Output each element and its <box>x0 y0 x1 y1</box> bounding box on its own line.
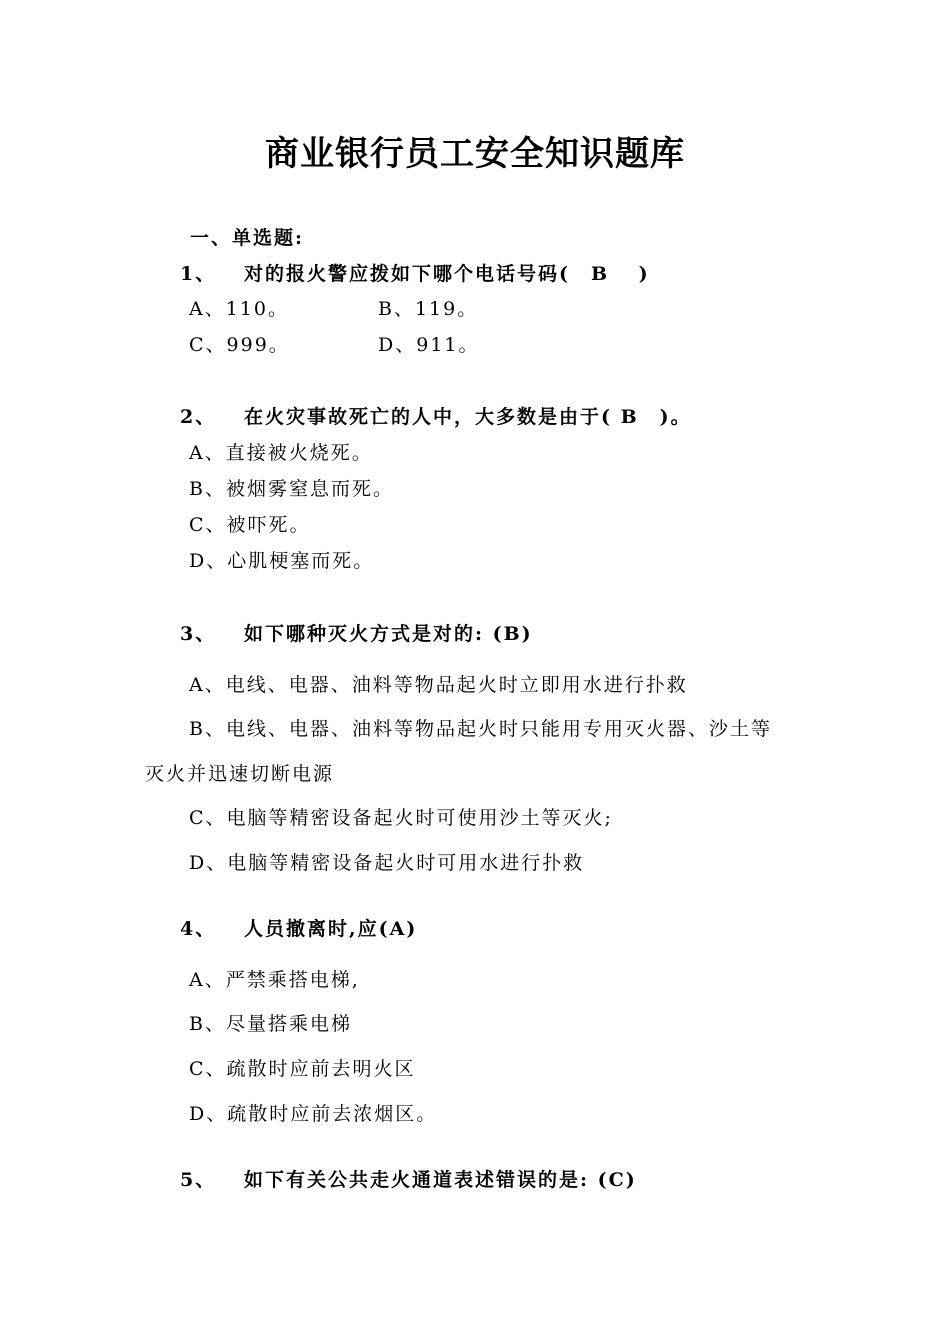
question-1-option-c: C、999。 <box>189 334 290 356</box>
question-1-number: 1、 <box>180 263 217 285</box>
question-4-option-d: D、疏散时应前去浓烟区。 <box>189 1103 438 1125</box>
question-2-option-b: B、被烟雾窒息而死。 <box>189 478 394 500</box>
question-2-text: 在火灾事故死亡的人中，大多数是由于( B )。 <box>244 406 692 428</box>
question-4-text: 人员撤离时,应(A) <box>244 918 418 940</box>
question-2-option-a: A、直接被火烧死。 <box>189 442 373 464</box>
question-4-option-a: A、严禁乘搭电梯, <box>189 969 360 991</box>
question-3-option-a: A、电线、电器、油料等物品起火时立即用水进行扑救 <box>189 674 688 696</box>
question-5-number: 5、 <box>180 1169 217 1191</box>
question-1-option-d: D、911。 <box>378 334 480 356</box>
question-1-option-b: B、119。 <box>378 298 479 320</box>
question-2-option-d: D、心肌梗塞而死。 <box>189 550 375 572</box>
question-3-number: 3、 <box>180 623 217 645</box>
question-3-option-c: C、电脑等精密设备起火时可使用沙土等灭火; <box>189 807 613 829</box>
question-3-option-b-continued: 灭火并迅速切断电源 <box>145 763 335 785</box>
question-1-option-a: A、110。 <box>189 298 289 320</box>
document-title: 商业银行员工安全知识题库 <box>265 134 685 174</box>
question-4-option-b: B、尽量搭乘电梯 <box>189 1013 352 1035</box>
question-5-text: 如下有关公共走火通道表述错误的是: (C) <box>244 1169 637 1191</box>
question-2-option-c: C、被吓死。 <box>189 514 311 536</box>
question-2-number: 2、 <box>180 406 217 428</box>
section-heading: 一、单选题: <box>190 227 305 249</box>
question-3-text: 如下哪种灭火方式是对的: (B) <box>244 623 533 645</box>
question-4-option-c: C、疏散时应前去明火区 <box>189 1058 416 1080</box>
question-3-option-b: B、电线、电器、油料等物品起火时只能用专用灭火器、沙土等 <box>189 718 772 740</box>
question-1-text: 对的报火警应拨如下哪个电话号码( B ) <box>244 263 650 285</box>
question-3-option-d: D、电脑等精密设备起火时可用水进行扑救 <box>189 852 585 874</box>
question-4-number: 4、 <box>180 918 217 940</box>
